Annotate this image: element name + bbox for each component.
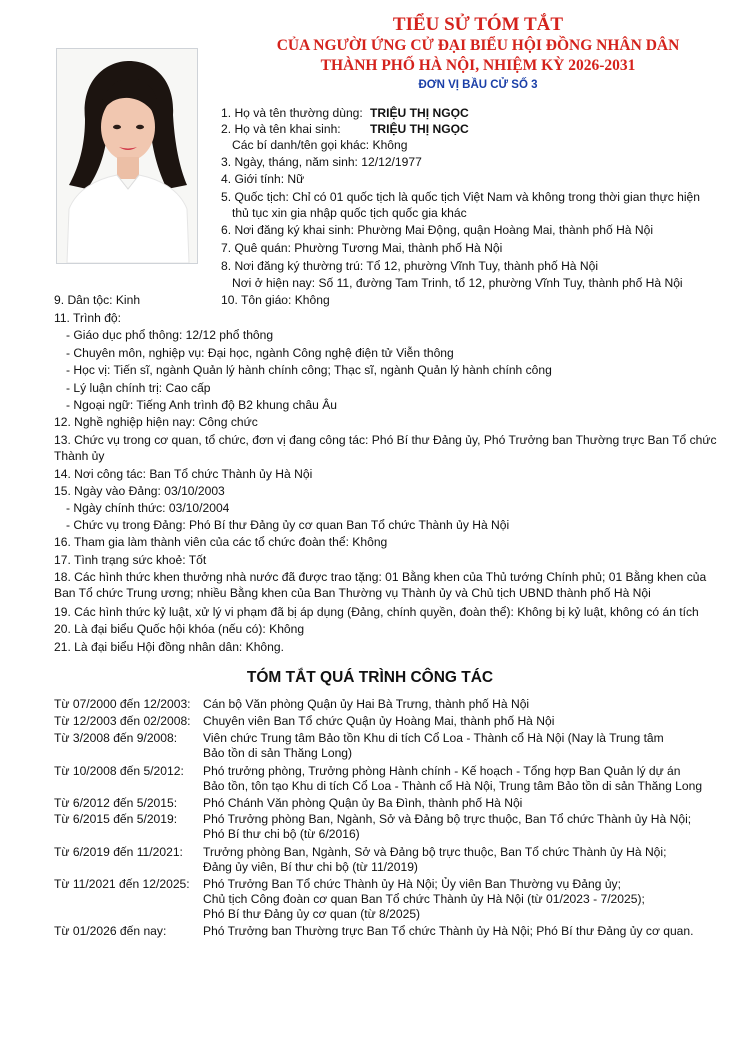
work-entry-line: Phó Bí thư Đảng ủy cơ quan (từ 8/2025) xyxy=(203,907,421,921)
work-entry-line: Chủ tịch Công đoàn cơ quan Ban Tổ chức Thành ủy Hà Nội (từ 01/2023 - 7/2025); xyxy=(203,892,645,906)
document-subtitle-2: THÀNH PHỐ HÀ NỘI, NHIỆM KỲ 2026-2031 xyxy=(320,57,636,74)
work-entry-line: Phó Trưởng phòng Ban, Ngành, Sở và Đảng bộ trực thuộc, Ban Tổ chức Thành ủy Hà Nội; xyxy=(203,812,692,826)
item-5-nationality-cont: thủ tục xin gia nhập quốc tịch quốc gia khác xyxy=(232,206,467,220)
item-12-occupation: 12. Nghề nghiệp hiện nay: Công chức xyxy=(54,415,258,429)
document-title: TIỂU SỬ TÓM TẮT xyxy=(392,14,564,35)
item-14-workplace: 14. Nơi công tác: Ban Tổ chức Thành ủy Hà Nội xyxy=(54,467,313,481)
work-entry-date: Từ 11/2021 đến 12/2025: xyxy=(54,877,190,891)
item-8-residence: 8. Nơi đăng ký thường trú: Tổ 12, phường Vĩnh Tuy, thành phố Hà Nội xyxy=(221,259,599,273)
item-2-label: 2. Họ và tên khai sinh: xyxy=(221,122,341,136)
item-4-gender: 4. Giới tính: Nữ xyxy=(221,172,305,186)
document-subtitle-1: CỦA NGƯỜI ỨNG CỬ ĐẠI BIỂU HỘI ĐỒNG NHÂN DÂN xyxy=(276,37,680,54)
item-11-education: 11. Trình độ: xyxy=(54,311,122,325)
work-entry-line: Cán bộ Văn phòng Quận ủy Hai Bà Trưng, thành phố Hà Nội xyxy=(203,697,530,711)
work-entry-line: Phó trưởng phòng, Trưởng phòng Hành chính - Kế hoạch - Tổng hợp Ban Quản lý dự án xyxy=(203,764,681,778)
item-3-dob: 3. Ngày, tháng, năm sinh: 12/12/1977 xyxy=(221,155,422,169)
item-13-position: 13. Chức vụ trong cơ quan, tổ chức, đơn vị đang công tác: Phó Bí thư Đảng ủy, Phó Trưởng ban Thường trực Ban Tổ chức xyxy=(54,433,717,447)
item-11-degree: - Học vị: Tiến sĩ, ngành Quản lý hành chính công; Thạc sĩ, ngành Quản lý hành chính công xyxy=(66,363,552,377)
work-entry-date: Từ 6/2019 đến 11/2021: xyxy=(54,845,183,859)
item-21-peoples-council: 21. Là đại biểu Hội đồng nhân dân: Không. xyxy=(54,640,284,654)
work-entry-line: Phó Chánh Văn phòng Quận ủy Ba Đình, thành phố Hà Nội xyxy=(203,796,523,810)
candidate-portrait xyxy=(56,48,198,264)
item-11-political-theory: - Lý luận chính trị: Cao cấp xyxy=(66,381,211,395)
work-entry-line: Chuyên viên Ban Tổ chức Quận ủy Hoàng Mai, thành phố Hà Nội xyxy=(203,714,555,728)
item-16-organizations: 16. Tham gia làm thành viên của các tổ chức đoàn thể: Không xyxy=(54,535,388,549)
item-18-awards: 18. Các hình thức khen thưởng nhà nước đã được trao tặng: 01 Bằng khen của Thủ tướng Chính phủ; 01 Bằng khen của xyxy=(54,570,707,584)
item-17-health: 17. Tình trạng sức khoẻ: Tốt xyxy=(54,553,207,567)
item-2-aliases: Các bí danh/tên gọi khác: Không xyxy=(232,138,408,152)
work-entry-line: Bảo tồn, tôn tạo Khu di tích Cổ Loa - Thành cổ Hà Nội, Trung tâm Bảo tồn di sản Thăng Long xyxy=(203,779,703,793)
work-entry-date: Từ 10/2008 đến 5/2012: xyxy=(54,764,184,778)
item-10-religion: 10. Tôn giáo: Không xyxy=(221,293,330,307)
item-8-current-address: Nơi ở hiện nay: Số 11, đường Tam Trinh, tổ 12, phường Vĩnh Tuy, thành phố Hà Nội xyxy=(232,276,683,290)
birth-name-value: TRIỆU THỊ NGỌC xyxy=(370,122,469,136)
work-entry-date: Từ 07/2000 đến 12/2003: xyxy=(54,697,191,711)
item-15-party-position: - Chức vụ trong Đảng: Phó Bí thư Đảng ủy cơ quan Ban Tổ chức Thành ủy Hà Nội xyxy=(66,518,510,532)
item-7-hometown: 7. Quê quán: Phường Tương Mai, thành phố Hà Nội xyxy=(221,241,503,255)
item-18-awards-cont: Ban Tổ chức Trung ương; nhiều Bằng khen của Ban Thường vụ Thành ủy và Chủ tịch UBND thành phố Hà Nội xyxy=(54,586,651,600)
item-1-label: 1. Họ và tên thường dùng: xyxy=(221,106,363,120)
item-11-specialization: - Chuyên môn, nghiệp vụ: Đại học, ngành Công nghệ điện tử Viễn thông xyxy=(66,346,454,360)
work-entry-date: Từ 12/2003 đến 02/2008: xyxy=(54,714,191,728)
item-19-discipline: 19. Các hình thức kỷ luật, xử lý vi phạm đã bị áp dụng (Đảng, chính quyền, đoàn thể): Không bị kỷ luật, không có án tích xyxy=(54,605,699,619)
work-entry-line: Phó Trưởng ban Thường trực Ban Tổ chức Thành ủy Hà Nội; Phó Bí thư Đảng ủy cơ quan. xyxy=(203,924,694,938)
work-entry-date: Từ 01/2026 đến nay: xyxy=(54,924,167,938)
work-entry-line: Viên chức Trung tâm Bảo tồn Khu di tích Cổ Loa - Thành cổ Hà Nội (Nay là Trung tâm xyxy=(203,731,664,745)
item-11-foreign-language: - Ngoại ngữ: Tiếng Anh trình độ B2 khung châu Âu xyxy=(66,398,337,412)
work-entry-date: Từ 6/2015 đến 5/2019: xyxy=(54,812,178,826)
work-entry-date: Từ 3/2008 đến 9/2008: xyxy=(54,731,178,745)
work-entry-line: Trưởng phòng Ban, Ngành, Sở và Đảng bộ trực thuộc, Ban Tổ chức Thành ủy Hà Nội; xyxy=(203,845,667,859)
portrait-illustration xyxy=(57,49,197,263)
item-20-national-assembly: 20. Là đại biểu Quốc hội khóa (nếu có): Không xyxy=(54,622,305,636)
work-entry-line: Phó Trưởng Ban Tổ chức Thành ủy Hà Nội; Ủy viên Ban Thường vụ Đảng ủy; xyxy=(203,877,621,891)
work-entry-line: Đảng ủy viên, Bí thư chi bộ (từ 11/2019) xyxy=(203,860,418,874)
item-15-party-join-date: 15. Ngày vào Đảng: 03/10/2003 xyxy=(54,484,225,498)
item-15-official-date: - Ngày chính thức: 03/10/2004 xyxy=(66,501,230,515)
item-6-birth-registration: 6. Nơi đăng ký khai sinh: Phường Mai Động, quận Hoàng Mai, thành phố Hà Nội xyxy=(221,223,654,237)
item-11-general-education: - Giáo dục phổ thông: 12/12 phổ thông xyxy=(66,328,274,342)
item-5-nationality: 5. Quốc tịch: Chỉ có 01 quốc tịch là quốc tịch Việt Nam và không trong thời gian thực hiện xyxy=(221,190,700,204)
item-13-position-cont: Thành ủy xyxy=(54,449,105,463)
work-history-heading: TÓM TẮT QUÁ TRÌNH CÔNG TÁC xyxy=(246,669,494,686)
full-name-value: TRIỆU THỊ NGỌC xyxy=(370,106,469,120)
item-9-ethnicity: 9. Dân tộc: Kinh xyxy=(54,293,141,307)
work-entry-date: Từ 6/2012 đến 5/2015: xyxy=(54,796,178,810)
work-entry-line: Phó Bí thư chi bộ (từ 6/2016) xyxy=(203,827,360,841)
electoral-unit: ĐƠN VỊ BẦU CỬ SỐ 3 xyxy=(418,79,538,91)
work-entry-line: Bảo tồn di sản Thăng Long) xyxy=(203,746,353,760)
